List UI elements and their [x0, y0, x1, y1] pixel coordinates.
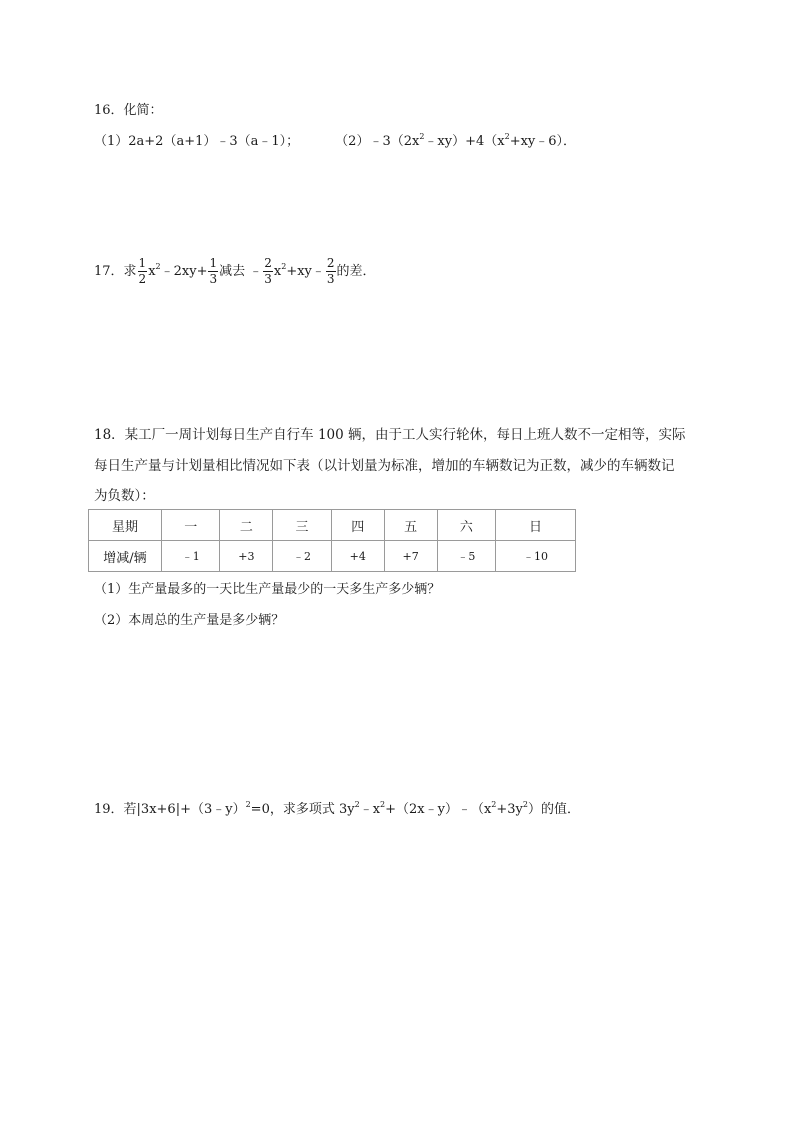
table-header-label: 星期 [89, 510, 162, 541]
table-row-values [89, 541, 576, 572]
q18-line3: 为负数）： [94, 488, 155, 504]
fraction-1-2: $\frac{1}{2}$ [138, 256, 147, 286]
table-value-cell: +7 [384, 541, 437, 572]
q16-title: 16．化简： [94, 103, 163, 118]
fraction-2-3-b: $\frac{2}{3}$ [326, 256, 335, 286]
q16-part1: （1）2a+2（a+1）﹣3（a﹣1）； [94, 134, 300, 149]
table-day-cell: 二 [220, 510, 273, 541]
q18-sub2: （2）本周总的生产量是多少辆？ [94, 613, 285, 628]
table-value-cell: ﹣1 [162, 541, 220, 572]
table-day-cell: 六 [437, 510, 495, 541]
production-table [88, 509, 576, 572]
q17-expression: 17．求 $\frac{1}{2}$ $x^2﹣2xy+$ $\frac{1}{3}$ 减去 ﹣ $\frac{2}{3}$ $x^2+xy﹣$ $\frac{2}{3}$ 的差． [94, 256, 376, 286]
table-row-days [89, 510, 576, 541]
table-value-cell: ﹣2 [273, 541, 331, 572]
q16-parts [94, 133, 576, 151]
q18-sub1: （1）生产量最多的一天比生产量最少的一天多生产多少辆？ [94, 582, 441, 597]
q19-expression: 19．若|3x+6|+（3﹣y）$^2$=0，求多项式 $3y^2﹣x^2+(2x﹣y)﹣(x^2+3y^2)$的值． [94, 800, 581, 817]
table-value-cell: +4 [331, 541, 384, 572]
fraction-1-3: $\frac{1}{3}$ [209, 256, 218, 286]
table-day-cell: 四 [331, 510, 384, 541]
table-day-cell: 日 [496, 510, 576, 541]
q16-part2: $(2)﹣3(2x^2﹣xy)+4(x^2+xy﹣6)$． [335, 132, 577, 149]
table-value-cell: ﹣5 [437, 541, 495, 572]
table-day-cell: 五 [384, 510, 437, 541]
q18-line1: 18．某工厂一周计划每日生产自行车 100 辆，由于工人实行轮休，每日上班人数不一定相等，实际 [94, 427, 686, 443]
table-row-label: 增减/辆 [89, 541, 162, 572]
table-day-cell: 三 [273, 510, 331, 541]
table-value-cell: ﹣10 [496, 541, 576, 572]
q18-line2: 每日生产量与计划量相比情况如下表（以计划量为标准，增加的车辆数记为正数，减少的车辆数记 [94, 458, 675, 474]
fraction-2-3-a: $\frac{2}{3}$ [264, 256, 272, 286]
table-day-cell: 一 [162, 510, 220, 541]
table-value-cell: +3 [220, 541, 273, 572]
